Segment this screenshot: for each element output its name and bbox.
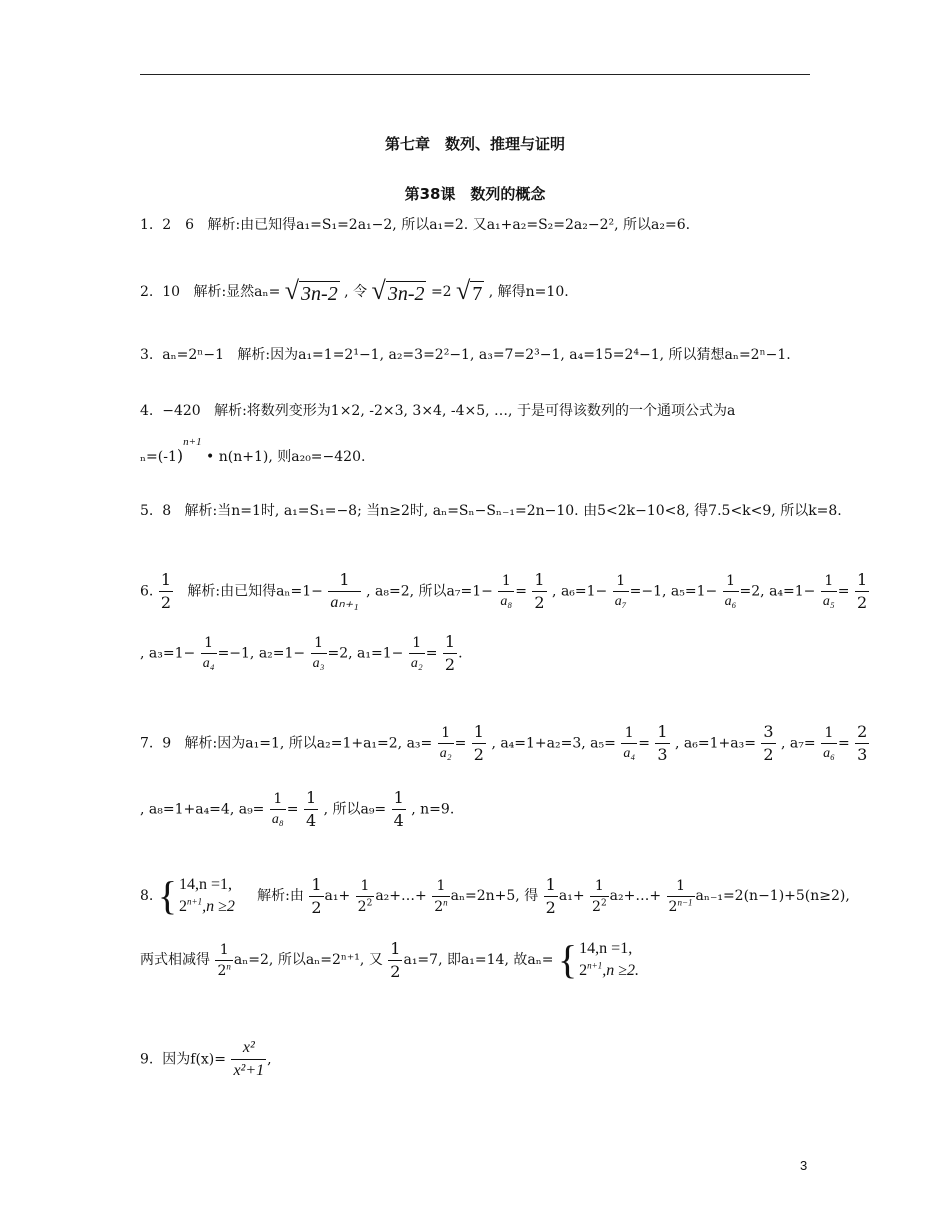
fraction: $\frac{1}{2}$ (444, 632, 456, 674)
fraction: $\frac{1}{2^n}$ (217, 941, 231, 979)
fraction: $\frac{1}{\text{a₃}}$ (312, 635, 325, 671)
fraction: $\frac{1}{2^n}$ (434, 877, 448, 915)
fraction: $\frac{1}{4}$ (305, 788, 317, 830)
lesson-title: 第38课 数列的概念 (404, 185, 546, 203)
fraction: $\frac{1}{2}$ (390, 938, 401, 981)
chapter-title: 第七章 数列、推理与证明 (384, 135, 565, 153)
fraction: $\frac{1}{\text{a₈}}$ (271, 791, 284, 827)
piecewise-cases: { 14,n =1, $2^{n+1},n \ge 2$. (557, 937, 640, 982)
fraction: $\frac{1}{3}$ (657, 722, 668, 764)
page-number: 3 (800, 1158, 808, 1173)
sqrt-expr: √ 3n-2 (284, 276, 338, 305)
fraction: $\frac{1}{2}$ (545, 874, 556, 917)
header-rule (140, 74, 810, 75)
fraction: $\frac{1}{2}$ (311, 874, 322, 917)
fraction: $\frac{1}{\text{a₇}}$ (614, 573, 627, 609)
answer-3: 3. aₙ=2ⁿ−1 解析:因为a₁=1=2¹−1, a₂=3=2²−1, a₃=7=2³−1, a₄=15=2⁴−1, 所以猜想aₙ=2ⁿ−1. (140, 347, 791, 363)
fraction: $\frac{\text{x²}}{\text{x²+1}}$ (233, 1039, 265, 1079)
fraction: $\frac{1}{2}$ (534, 570, 545, 612)
fraction: $\frac{1}{\text{a₂}}$ (439, 725, 452, 761)
answer-5: 5. 8 解析:当n=1时, a₁=S₁=−8; 当n≥2时, aₙ=Sₙ−Sₙ₋₁=2n−10. 由5<2k−10<8, 得7.5<k<9, 所以k=8. (140, 503, 842, 519)
fraction: $\frac{1}{\text{a₂}}$ (410, 635, 423, 671)
fraction: $\frac{1}{\text{a₄}}$ (623, 725, 636, 761)
sqrt-expr: √ 7 (456, 276, 483, 305)
answer-4-cont: $_n=(-1)^{n+1}$ • n(n+1), 则a₂₀=−420. (140, 436, 366, 465)
fraction: $\frac{1}{\text{aₙ₊₁}}$ (330, 570, 359, 611)
fraction: $\frac{1}{\text{a₆}}$ (823, 725, 835, 761)
fraction: $\frac{2}{3}$ (857, 722, 868, 764)
fraction: $\frac{1}{4}$ (393, 788, 404, 830)
fraction: $\frac{1}{\text{a₆}}$ (724, 573, 737, 609)
answer-6-cont: , a₃=1− $\frac{1}{\text{a₄}}$ =−1, a₂=1− $\frac{1}{\text{a₃}}$ =2, a₁=1− $\frac{1}{\text{a₂}}$ = $\frac{1}{2}$ . (140, 632, 463, 674)
answer-7: 7. 9 解析:因为a₁=1, 所以a₂=1+a₁=2, a₃= $\frac{1}{\text{a₂}}$ = $\frac{1}{2}$ , a₄=1+a₂=3, a₅= $\frac{1}{\text{a₄}}$ = $\frac{1}{3}$ , a₆=1+a₃= $\frac{3}{2}$ , a₇= $\frac{1}{\text{a₆}}$ = $\frac{2}{3}$ (140, 722, 868, 764)
answer-1: 1. 2 6 解析:由已知得a₁=S₁=2a₁−2, 所以a₁=2. 又a₁+a₂=S₂=2a₂−2², 所以a₂=6. (140, 217, 691, 233)
fraction: $\frac{1}{\text{a₈}}$ (500, 573, 513, 609)
answer-4: 4. −420 解析:将数列变形为1×2, -2×3, 3×4, -4×5, …, 于是可得该数列的一个通项公式为a (140, 403, 736, 419)
answer-9: 9. 因为f(x)= $\frac{\text{x²}}{\text{x²+1}}$ , (140, 1039, 272, 1079)
answer-6: 6. $\frac{1}{2}$ 解析:由已知得aₙ=1− $\frac{1}{\text{aₙ₊₁}}$ , a₈=2, 所以a₇=1− $\frac{1}{\text{a₈}}$ = $\frac{1}{2}$ , a₆=1− $\frac{1}{\text{a₇}}$ =−1, a₅=1− $\frac{1}{\text{a₆}}$ =2, a₄=1− $\frac{1}{\text{a₅}}$ = $\frac{1}{2}$ (140, 570, 868, 612)
fraction: $\frac{3}{2}$ (763, 722, 774, 764)
fraction: $\frac{1}{2^2}$ (357, 877, 373, 915)
fraction: $\frac{1}{\text{a₅}}$ (822, 573, 835, 609)
answer-8: 8. { 14,n =1, $2^{n+1},n \ge 2$ 解析:由 $\frac{1}{2}$ a₁+ $\frac{1}{2^2}$ a₂+…+ $\frac{1}{2^n}$ aₙ=2n+5, 得 $\frac{1}{2}$ a₁+ $\frac{1}{2^2}$ a₂+…+ $\frac{1}{2^{n-1}}$ aₙ₋₁=2(n−1)+5(n≥2), (140, 873, 850, 918)
piecewise-cases: { 14,n =1, $2^{n+1},n \ge 2$ (157, 873, 235, 918)
fraction: $\frac{1}{2^{n-1}}$ (668, 877, 693, 915)
answer-7-cont: , a₈=1+a₄=4, a₉= $\frac{1}{\text{a₈}}$ = $\frac{1}{4}$ , 所以a₉= $\frac{1}{4}$ , n=9. (140, 788, 455, 830)
answer-8-cont: 两式相减得 $\frac{1}{2^n}$ aₙ=2, 所以aₙ=2ⁿ⁺¹, 又 $\frac{1}{2}$ a₁=7, 即a₁=14, 故aₙ= { 14,n =1, $2^{n+1},n \ge 2$. (140, 937, 640, 982)
fraction: $\frac{1}{2^2}$ (592, 877, 607, 915)
sqrt-expr: √ 3n-2 (371, 276, 425, 305)
fraction: $\frac{1}{2}$ (160, 570, 171, 612)
fraction: $\frac{1}{2}$ (473, 722, 484, 764)
fraction: $\frac{1}{\text{a₄}}$ (202, 635, 215, 671)
answer-2: 2. 10 解析:显然aₙ= √ 3n-2 , 令 √ 3n-2 =2 √ 7 , 解得n=10. (140, 276, 569, 305)
fraction: $\frac{1}{2}$ (856, 570, 868, 612)
